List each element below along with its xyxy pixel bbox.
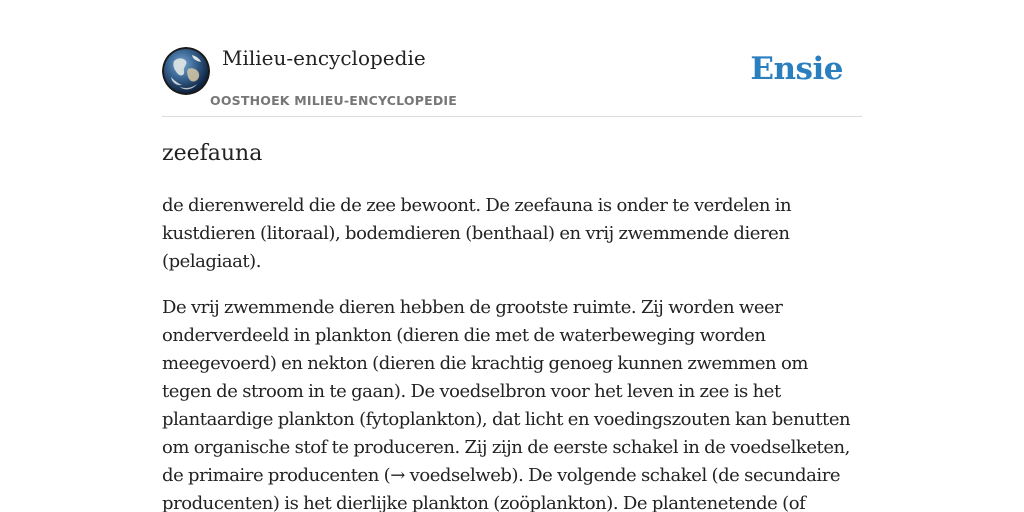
ensie-logo-link[interactable]: Ensie xyxy=(750,51,843,87)
earth-globe-icon[interactable] xyxy=(162,47,210,95)
site-header xyxy=(162,0,862,117)
entry-paragraph-1: de dierenwereld die de zee bewoont. De zeefauna is onder te verdelen in kustdieren (litoraal), bodemdieren (benthaal) en vrij zwemmende dieren (pelagiaat). xyxy=(162,195,792,272)
entry-content xyxy=(162,192,862,512)
entry-title: zeefauna xyxy=(162,141,263,166)
site-subtitle[interactable]: OOSTHOEK MILIEU-ENCYCLOPEDIE xyxy=(210,93,457,108)
site-title[interactable]: Milieu-encyclopedie xyxy=(222,46,426,70)
entry-paragraph-2: De vrij zwemmende dieren hebben de grootste ruimte. Zij worden weer onderverdeeld in plankton (dieren die met de waterbeweging worden meegevoerd) en nekton (dieren die krachtig genoeg kunnen zwemmen om tegen de stroom in te gaan). De voedselbron voor het leven in zee is het plantaardige plankton (fytoplankton), dat licht en voedingszouten kan benutten om organische stof te produceren. Zij zijn de eerste schakel in de voedselketen, de primaire producenten (→ voedselweb). De volgende schakel (de secundaire producenten) is het dierlijke plankton (zoöplankton). De plantenetende (of xyxy=(162,297,851,512)
